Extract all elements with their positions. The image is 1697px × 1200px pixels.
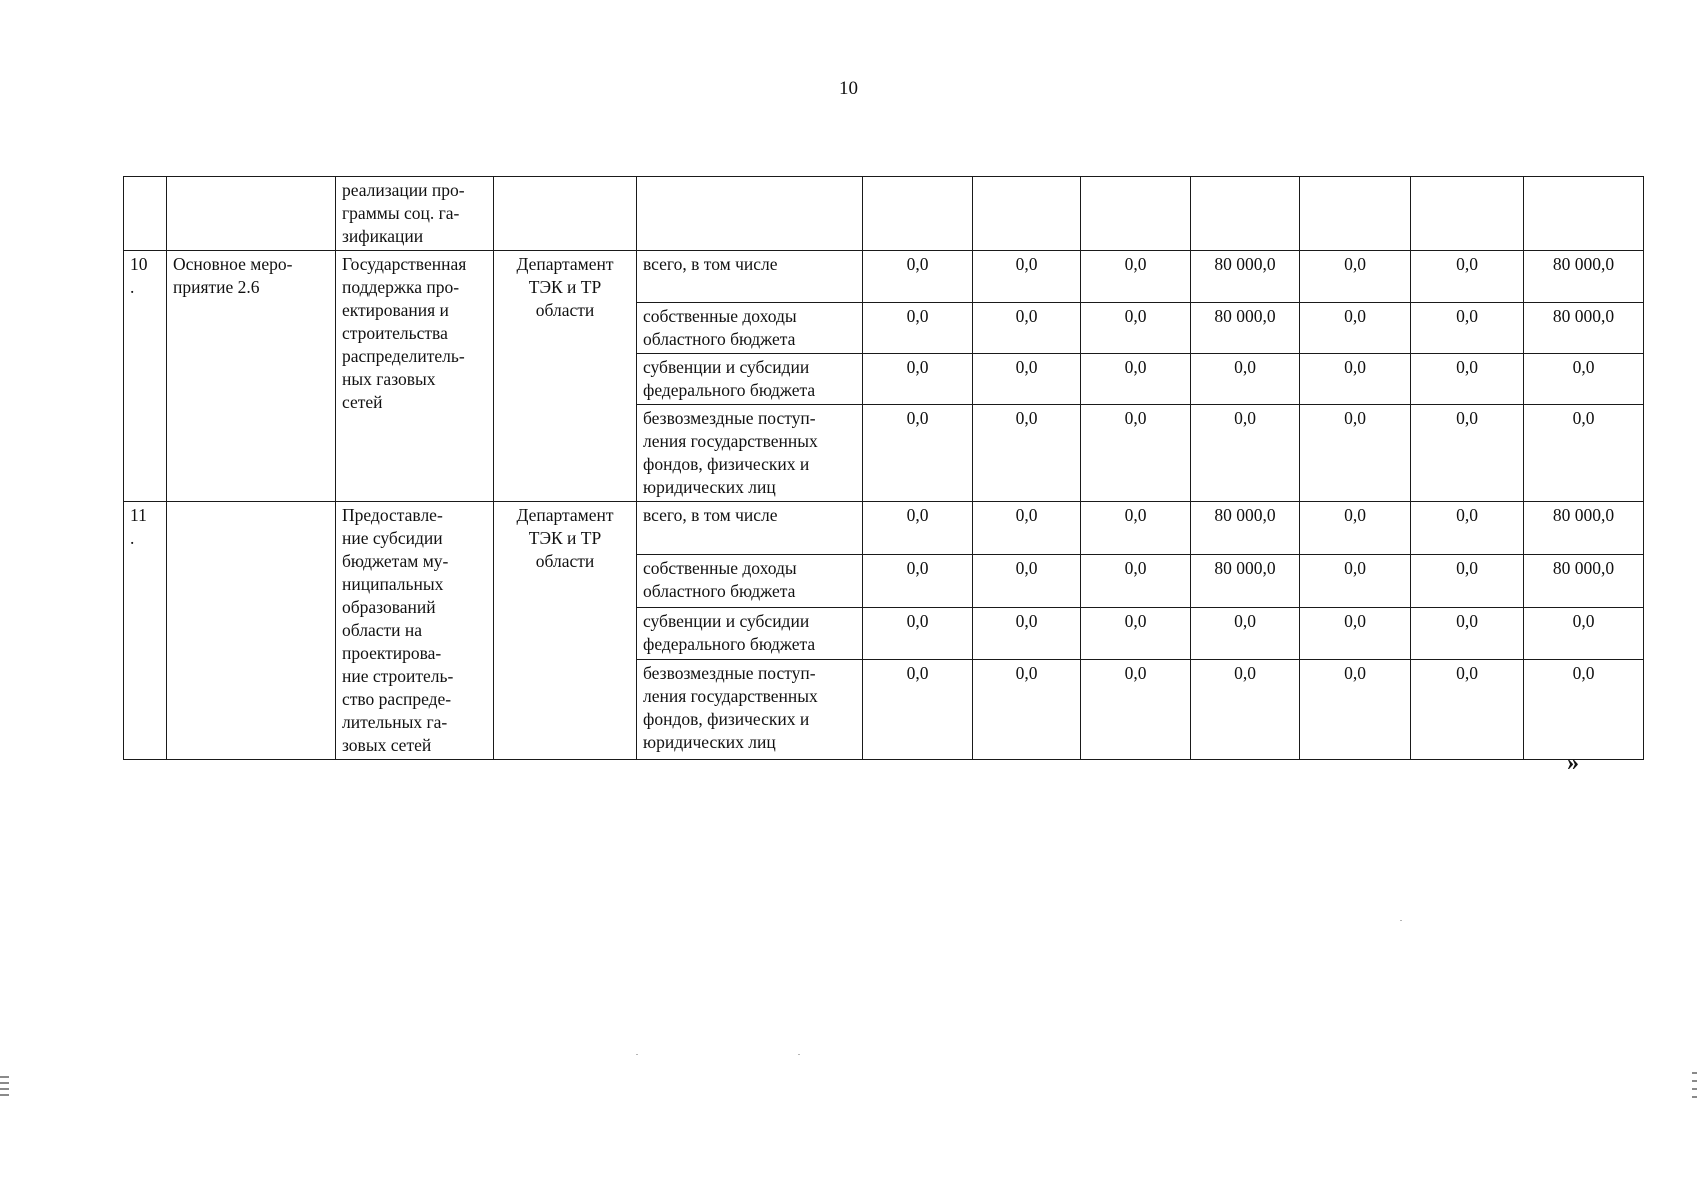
value-cell: 80 000,0: [1191, 251, 1300, 303]
scan-margin-mark: [0, 1094, 9, 1096]
value-cell: 80 000,0: [1524, 303, 1644, 354]
value-cell: 0,0: [973, 405, 1081, 502]
value-cell: 0,0: [1411, 405, 1524, 502]
value-cell: 0,0: [973, 502, 1081, 555]
value-cell: 0,0: [1411, 251, 1524, 303]
value-cell: 0,0: [1300, 303, 1411, 354]
value-cell: 0,0: [1411, 303, 1524, 354]
value-cell: 0,0: [863, 303, 973, 354]
table-body: [124, 177, 1644, 760]
source-cell: безвозмездные поступ- ления государственных фондов, физических и юридических лиц: [637, 405, 863, 502]
source-cell: субвенции и субсидии федерального бюджета: [637, 354, 863, 405]
value-cell: [1411, 177, 1524, 251]
value-cell: 0,0: [1300, 607, 1411, 659]
value-cell: 80 000,0: [1191, 502, 1300, 555]
value-cell: 0,0: [863, 607, 973, 659]
index-cell: [124, 502, 167, 760]
value-cell: 0,0: [1411, 502, 1524, 555]
page-number: 10: [839, 78, 858, 99]
value-cell: 0,0: [973, 607, 1081, 659]
source-cell: субвенции и субсидии федерального бюджета: [637, 607, 863, 659]
value-cell: 80 000,0: [1524, 555, 1644, 607]
scan-margin-mark: [1692, 1072, 1697, 1074]
value-cell: 0,0: [1411, 607, 1524, 659]
scan-margin-mark: [0, 1088, 9, 1090]
scan-speck: [636, 1054, 638, 1055]
source-cell: [637, 177, 863, 251]
value-cell: 80 000,0: [1524, 251, 1644, 303]
value-cell: 0,0: [1191, 607, 1300, 659]
name-cell: Государственная поддержка про- ектирования и строительства распределитель- ных газовых сетей: [336, 251, 494, 502]
source-cell: безвозмездные поступ- ления государственных фондов, физических и юридических лиц: [637, 660, 863, 760]
value-cell: 0,0: [1300, 555, 1411, 607]
table-row: [124, 502, 1644, 555]
value-cell: 0,0: [1411, 555, 1524, 607]
scan-margin-mark: [1692, 1096, 1697, 1098]
scan-margin-mark: [0, 1076, 9, 1078]
index-cell: [124, 177, 167, 251]
source-cell: собственные доходы областного бюджета: [637, 555, 863, 607]
scan-speck: [798, 1054, 800, 1055]
value-cell: 0,0: [973, 354, 1081, 405]
value-cell: 0,0: [1081, 354, 1191, 405]
budget-table: [123, 176, 1644, 760]
row-index-mark: .: [130, 528, 135, 548]
scan-speck: [1400, 920, 1402, 921]
row-index: 11: [130, 505, 147, 525]
executor-cell: [494, 177, 637, 251]
value-cell: 0,0: [973, 303, 1081, 354]
scan-margin-mark: [1692, 1080, 1697, 1082]
value-cell: 0,0: [1081, 660, 1191, 760]
value-cell: 0,0: [863, 405, 973, 502]
measure-cell: [167, 177, 336, 251]
value-cell: 0,0: [863, 555, 973, 607]
closing-quote-mark: »: [1567, 750, 1579, 776]
value-cell: 0,0: [1081, 251, 1191, 303]
value-cell: [1081, 177, 1191, 251]
value-cell: 0,0: [1081, 405, 1191, 502]
value-cell: 0,0: [1081, 607, 1191, 659]
value-cell: 0,0: [1300, 502, 1411, 555]
value-cell: 80 000,0: [1191, 555, 1300, 607]
name-cell: реализации про- граммы соц. га- зификации: [336, 177, 494, 251]
value-cell: [1524, 177, 1644, 251]
value-cell: [1191, 177, 1300, 251]
value-cell: [863, 177, 973, 251]
value-cell: 0,0: [863, 502, 973, 555]
value-cell: 0,0: [1191, 354, 1300, 405]
value-cell: [973, 177, 1081, 251]
value-cell: 0,0: [1300, 660, 1411, 760]
source-cell: всего, в том числе: [637, 251, 863, 303]
measure-cell: Основное меро- приятие 2.6: [167, 251, 336, 502]
table-row: [124, 251, 1644, 303]
value-cell: 0,0: [1524, 660, 1644, 760]
index-cell: [124, 251, 167, 502]
scan-margin-mark: [1692, 1088, 1697, 1090]
value-cell: 0,0: [1081, 555, 1191, 607]
value-cell: 0,0: [1081, 303, 1191, 354]
value-cell: 0,0: [1411, 354, 1524, 405]
value-cell: 0,0: [1300, 354, 1411, 405]
value-cell: 0,0: [1300, 251, 1411, 303]
value-cell: 0,0: [1411, 660, 1524, 760]
value-cell: 0,0: [973, 555, 1081, 607]
value-cell: 0,0: [1191, 405, 1300, 502]
value-cell: 0,0: [1191, 660, 1300, 760]
value-cell: 0,0: [1524, 405, 1644, 502]
value-cell: [1300, 177, 1411, 251]
value-cell: 0,0: [1524, 607, 1644, 659]
value-cell: 0,0: [1524, 354, 1644, 405]
value-cell: 0,0: [863, 354, 973, 405]
name-cell: Предоставле- ние субсидии бюджетам му- ниципальных образований области на проектирова- ние строитель- ство распреде- лительных га- зовых сетей: [336, 502, 494, 760]
value-cell: 0,0: [973, 660, 1081, 760]
value-cell: 0,0: [863, 660, 973, 760]
measure-cell: [167, 502, 336, 760]
executor-cell: Департамент ТЭК и ТР области: [494, 251, 637, 502]
source-cell: всего, в том числе: [637, 502, 863, 555]
value-cell: 0,0: [1081, 502, 1191, 555]
value-cell: 0,0: [863, 251, 973, 303]
executor-cell: Департамент ТЭК и ТР области: [494, 502, 637, 760]
value-cell: 0,0: [973, 251, 1081, 303]
value-cell: 80 000,0: [1524, 502, 1644, 555]
value-cell: 80 000,0: [1191, 303, 1300, 354]
continuation-row: [124, 177, 1644, 251]
row-index-mark: .: [130, 277, 135, 297]
scan-margin-mark: [0, 1082, 9, 1084]
row-index: 10: [130, 254, 148, 274]
source-cell: собственные доходы областного бюджета: [637, 303, 863, 354]
value-cell: 0,0: [1300, 405, 1411, 502]
